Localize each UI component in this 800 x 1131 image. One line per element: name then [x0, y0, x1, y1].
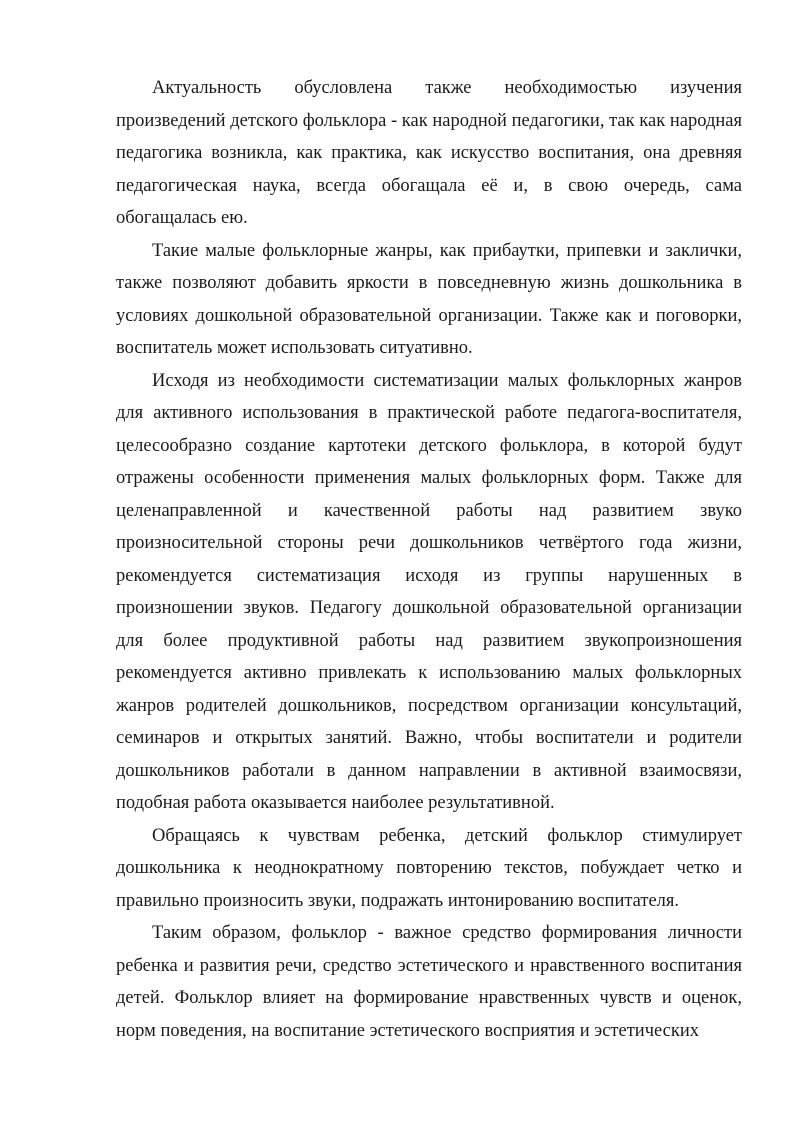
paragraph-systematization: Исходя из необходимости систематизации малых фольклорных жанров для активного использования в практической работе педагога-воспитателя, целесообразно создание картотеки детского фольклора, в которой будут отражены особенности применения малых фольклорных форм. Также для целенаправленной и качественной работы над развитием звуко произносительной стороны речи дошкольников четвёртого года жизни, рекомендуется систематизация исходя из группы нарушенных в произношении звуков. Педагогу дошкольной образовательной организации для более продуктивной работы над развитием звукопроизношения рекомендуется активно привлекать к использованию малых фольклорных жанров родителей дошкольников, посредством организации консультаций, семинаров и открытых занятий. Важно, чтобы воспитатели и родители дошкольников работали в данном направлении в активной взаимосвязи, подобная работа оказывается наиболее результативной. — [116, 370, 742, 813]
paragraph-conclusion: Таким образом, фольклор - важное средство формирования личности ребенка и развития речи, средство эстетического и нравственного воспитания детей. Фольклор влияет на формирование нравственных чувств и оценок, норм поведения, на воспитание эстетического восприятия и эстетических — [116, 923, 742, 1041]
paragraph-child-feelings: Обращаясь к чувствам ребенка, детский фольклор стимулирует дошкольника к неоднократному повторению текстов, побуждает четко и правильно произносить звуки, подражать интонированию воспитателя. — [116, 825, 742, 911]
body-text — [116, 72, 742, 1047]
paragraph-small-genres: Такие малые фольклорные жанры, как прибаутки, припевки и заклички, также позволяют добавить яркости в повседневную жизнь дошкольника в условиях дошкольной образовательной организации. Также как и поговорки, воспитатель может использовать ситуативно. — [116, 240, 742, 358]
paragraph-relevance: Актуальность обусловлена также необходимостью изучения произведений детского фольклора - как народной педагогики, так как народная педагогика возникла, как практика, как искусство воспитания, она древняя педагогическая наука, всегда обогащала её и, в свою очередь, сама обогащалась ею. — [116, 78, 742, 228]
